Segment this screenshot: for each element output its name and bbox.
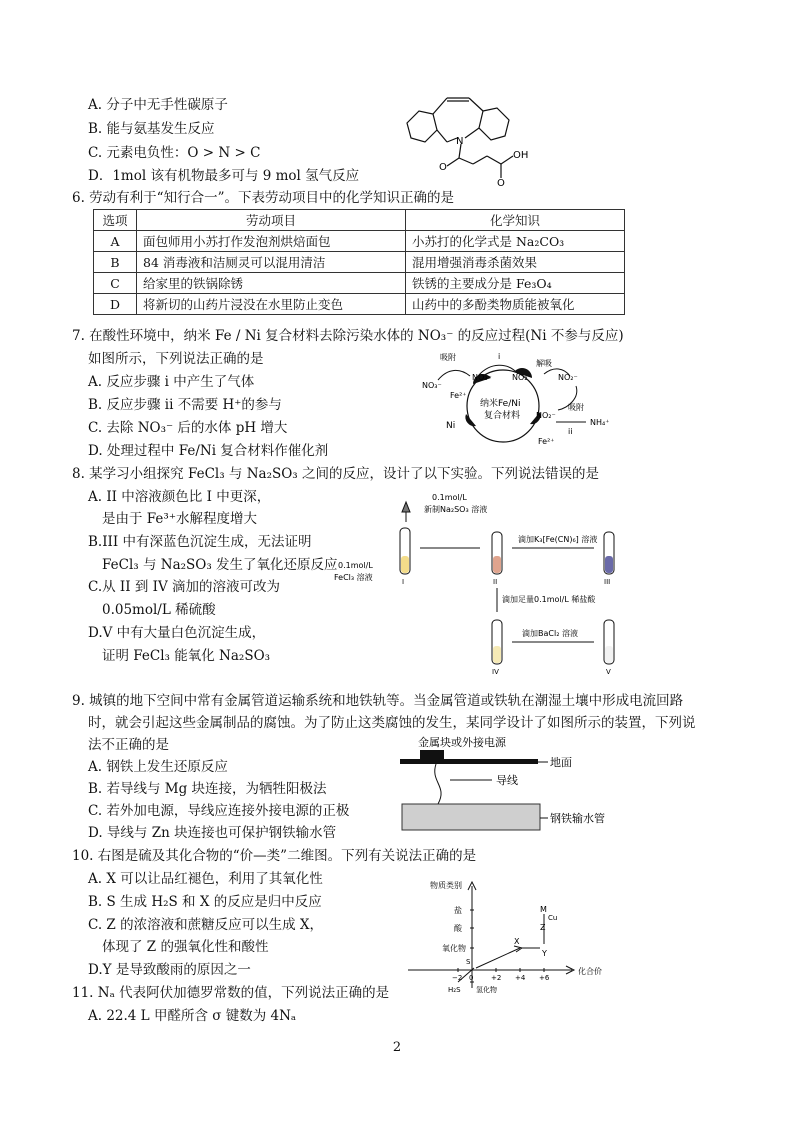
q10-yaxis-label: 物质类别 <box>430 881 462 890</box>
q10-line-d: D.Y 是导致酸雨的原因之一 <box>88 962 251 978</box>
q7-center-line1: 纳米Fe/Ni <box>480 399 521 409</box>
q9-device-figure <box>400 734 630 834</box>
q9-option-b: B. 若导线与 Mg 块连接，为牺牲阳极法 <box>88 781 327 797</box>
q8-line-c2: 0.05mol/L 稀硫酸 <box>102 602 216 618</box>
q8-add-k3fecn6: 滴加K₃[Fe(CN)₆] 溶液 <box>518 535 598 544</box>
table-row <box>94 294 625 315</box>
q8-tube3-liquid <box>605 556 613 573</box>
q10-point-x: X <box>514 937 520 946</box>
table-row <box>94 252 625 273</box>
q9-ground-label: 地面 <box>550 756 572 769</box>
table-cell: 小苏打的化学式是 Na₂CO₃ <box>406 231 625 252</box>
table-header: 化学知识 <box>406 210 625 231</box>
q6-table <box>93 209 625 315</box>
q9-stem-line2: 时，就会引起这些金属制品的腐蚀。为了防止这类腐蚀的发生，某同学设计了如图所示的装置，下列说 <box>88 715 696 731</box>
q10-line-a: A. X 可以让品红褪色，利用了其氧化性 <box>88 871 323 887</box>
q11-option-a: A. 22.4 L 甲醛所含 σ 键数为 4Nₐ <box>88 1008 297 1024</box>
table-header: 劳动项目 <box>137 210 406 231</box>
q7-option-c: C. 去除 NO₃⁻ 后的水体 pH 增大 <box>88 420 288 436</box>
q5-o2-label: O <box>497 178 505 188</box>
q7-fe2-bottom: Fe²⁺ <box>538 437 555 446</box>
table-cell: 铁锈的主要成分是 Fe₃O₄ <box>406 273 625 294</box>
q10-point-z: Z <box>540 923 546 932</box>
q10-tick-label: +6 <box>539 974 550 982</box>
table-cell: 给家里的铁锅除锈 <box>137 273 406 294</box>
q8-line-d2: 证明 FeCl₃ 能氧化 Na₂SO₃ <box>102 648 271 664</box>
q8-line-d1: D.V 中有大量白色沉淀生成， <box>88 625 266 641</box>
q9-pipe-label: 钢铁输水管 <box>550 812 605 825</box>
q8-tube-label-iii: III <box>604 578 611 586</box>
q5-n-label: N <box>456 136 464 147</box>
q10-tick-label: −2 <box>452 974 463 982</box>
q10-point-m: M <box>540 905 547 914</box>
q7-option-d: D. 处理过程中 Fe/Ni 复合材料作催化剂 <box>88 443 329 459</box>
q5-option-a: A. 分子中无手性碳原子 <box>88 97 228 113</box>
q7-ni-label: Ni <box>446 421 456 431</box>
q7-no2-surface: NO₂⁻ <box>512 373 532 382</box>
q8-fecl3-line2: FeCl₃ 溶液 <box>334 573 373 582</box>
q7-adsorb1-label: 吸附 <box>440 353 456 362</box>
q8-line-a1: A. II 中溶液颜色比 I 中更深， <box>88 489 271 505</box>
q10-stem: 10. 右图是硫及其化合物的“价—类”二维图。下列有关说法正确的是 <box>72 848 477 864</box>
q8-line-a2: 是由于 Fe³⁺水解程度增大 <box>102 511 257 527</box>
q10-tick-label: +4 <box>515 974 526 982</box>
q8-stem: 8. 某学习小组探究 FeCl₃ 与 Na₂SO₃ 之间的反应，设计了以下实验。下列说法错误的是 <box>72 466 600 482</box>
q7-no3-outer: NO₃⁻ <box>422 381 442 390</box>
q9-option-c: C. 若外加电源，导线应连接外接电源的正极 <box>88 803 350 819</box>
q8-add-bacl2: 滴加BaCl₂ 溶液 <box>522 629 578 638</box>
q10-tick-label: +2 <box>491 974 502 982</box>
q7-stem-line1: 7. 在酸性环境中，纳米 Fe / Ni 复合材料去除污染水体的 NO₃⁻ 的反应过程(Ni 不参与反应) <box>72 328 624 344</box>
q8-tube-label-iv: IV <box>492 668 499 676</box>
q8-line-c1: C.从 II 到 IV 滴加的溶液可改为 <box>88 579 281 595</box>
q10-line-c1: C. Z 的浓溶液和蔗糖反应可以生成 X， <box>88 917 324 933</box>
q9-option-a: A. 钢铁上发生还原反应 <box>88 759 228 775</box>
q10-category-hydride: 氢化物 <box>476 986 497 994</box>
table-header-row <box>94 210 625 231</box>
table-cell: 将新切的山药片浸没在水里防止变色 <box>137 294 406 315</box>
q8-experiment-figure <box>334 492 634 678</box>
q7-stem-line2: 如图所示，下列说法正确的是 <box>88 351 264 367</box>
q10-category-oxide: 氧化物 <box>442 944 466 953</box>
q8-tube1-liquid <box>401 556 409 573</box>
q7-no3-surface: NO₃⁻ <box>472 373 492 382</box>
table-cell: C <box>94 273 137 294</box>
q7-step2-label: ii <box>568 427 573 436</box>
q10-xaxis-label: 化合价 <box>578 967 602 976</box>
table-cell: 混用增强消毒杀菌效果 <box>406 252 625 273</box>
q7-option-b: B. 反应步骤 ii 不需要 H⁺的参与 <box>88 397 282 413</box>
q7-nano-figure <box>418 348 623 448</box>
q8-fecl3-line1: 0.1mol/L <box>338 561 373 570</box>
q10-point-s: S <box>466 958 471 966</box>
table-row <box>94 231 625 252</box>
q10-line-b: B. S 生成 H₂S 和 X 的反应是归中反应 <box>88 894 322 910</box>
q5-option-c: C. 元素电负性：O > N > C <box>88 145 261 161</box>
q10-tick-label: 0 <box>469 974 474 982</box>
q11-stem: 11. Nₐ 代表阿伏加德罗常数的值，下列说法正确的是 <box>72 985 390 1001</box>
q7-option-a: A. 反应步骤 i 中产生了气体 <box>88 374 255 390</box>
q8-tube2-liquid <box>493 556 501 573</box>
table-header: 选项 <box>94 210 137 231</box>
q9-stem-line3: 法不正确的是 <box>88 737 169 753</box>
table-cell: B <box>94 252 137 273</box>
q7-adsorb2-label: 吸附 <box>568 403 584 412</box>
q9-stem-line1: 9. 城镇的地下空间中常有金属管道运输系统和地铁轨等。当金属管道或铁轨在潮湿土壤中形成电流回路 <box>72 693 684 709</box>
q10-cu-label: Cu <box>548 914 558 922</box>
table-cell: D <box>94 294 137 315</box>
q5-oh-label: OH <box>513 150 529 161</box>
q8-reagent-line1: 0.1mol/L <box>432 493 467 502</box>
q7-no2-adsorbed: NO₂⁻ <box>536 411 556 420</box>
q9-wire-label: 导线 <box>496 774 518 787</box>
table-cell: 山药中的多酚类物质能被氧化 <box>406 294 625 315</box>
q9-block-label: 金属块或外接电源 <box>418 736 506 749</box>
table-cell: A <box>94 231 137 252</box>
q10-category-acid: 酸 <box>454 924 462 933</box>
q8-line-b2: FeCl₃ 与 Na₂SO₃ 发生了氧化还原反应 <box>102 557 338 573</box>
q8-tube-label-v: V <box>606 668 611 676</box>
q7-step1-label: i <box>498 352 501 361</box>
table-cell: 84 消毒液和洁厕灵可以混用清洁 <box>137 252 406 273</box>
q7-no2-outer: NO₂⁻ <box>558 373 578 382</box>
q5-option-b: B. 能与氨基发生反应 <box>88 121 215 137</box>
q8-line-b1: B.III 中有深蓝色沉淀生成，无法证明 <box>88 534 312 550</box>
q5-structure-figure <box>395 78 545 188</box>
q7-desorb-label: 解吸 <box>536 359 552 368</box>
q7-nh4-label: NH₄⁺ <box>590 418 610 427</box>
q10-point-y: Y <box>542 949 547 958</box>
q8-tube5-liquid <box>605 646 613 663</box>
q5-option-d: D．1mol 该有机物最多可与 9 mol 氢气反应 <box>88 168 360 184</box>
q7-fe2-left: Fe²⁺ <box>450 391 467 400</box>
q10-point-h2s: H₂S <box>448 986 461 994</box>
q8-add-hcl: 滴加足量0.1mol/L 稀盐酸 <box>502 595 596 604</box>
q9-option-d: D. 导线与 Zn 块连接也可保护钢铁输水管 <box>88 825 337 841</box>
q10-line-c2: 体现了 Z 的强氧化性和酸性 <box>102 939 269 955</box>
table-row <box>94 273 625 294</box>
page-number: 2 <box>392 1040 402 1055</box>
q10-valence-class-figure <box>406 876 606 996</box>
q7-center-line2: 复合材料 <box>484 411 521 421</box>
table-cell: 面包师用小苏打作发泡剂烘焙面包 <box>137 231 406 252</box>
q8-tube-label-i: I <box>402 578 405 586</box>
q8-reagent-line2: 新制Na₂SO₃ 溶液 <box>424 505 488 514</box>
q8-tube4-liquid <box>493 646 501 663</box>
q8-tube-label-ii: II <box>493 578 498 586</box>
q6-stem: 6. 劳动有利于“知行合一”。下表劳动项目中的化学知识正确的是 <box>72 190 454 206</box>
q5-o-label: O <box>439 162 447 173</box>
q10-category-salt: 盐 <box>454 906 462 915</box>
